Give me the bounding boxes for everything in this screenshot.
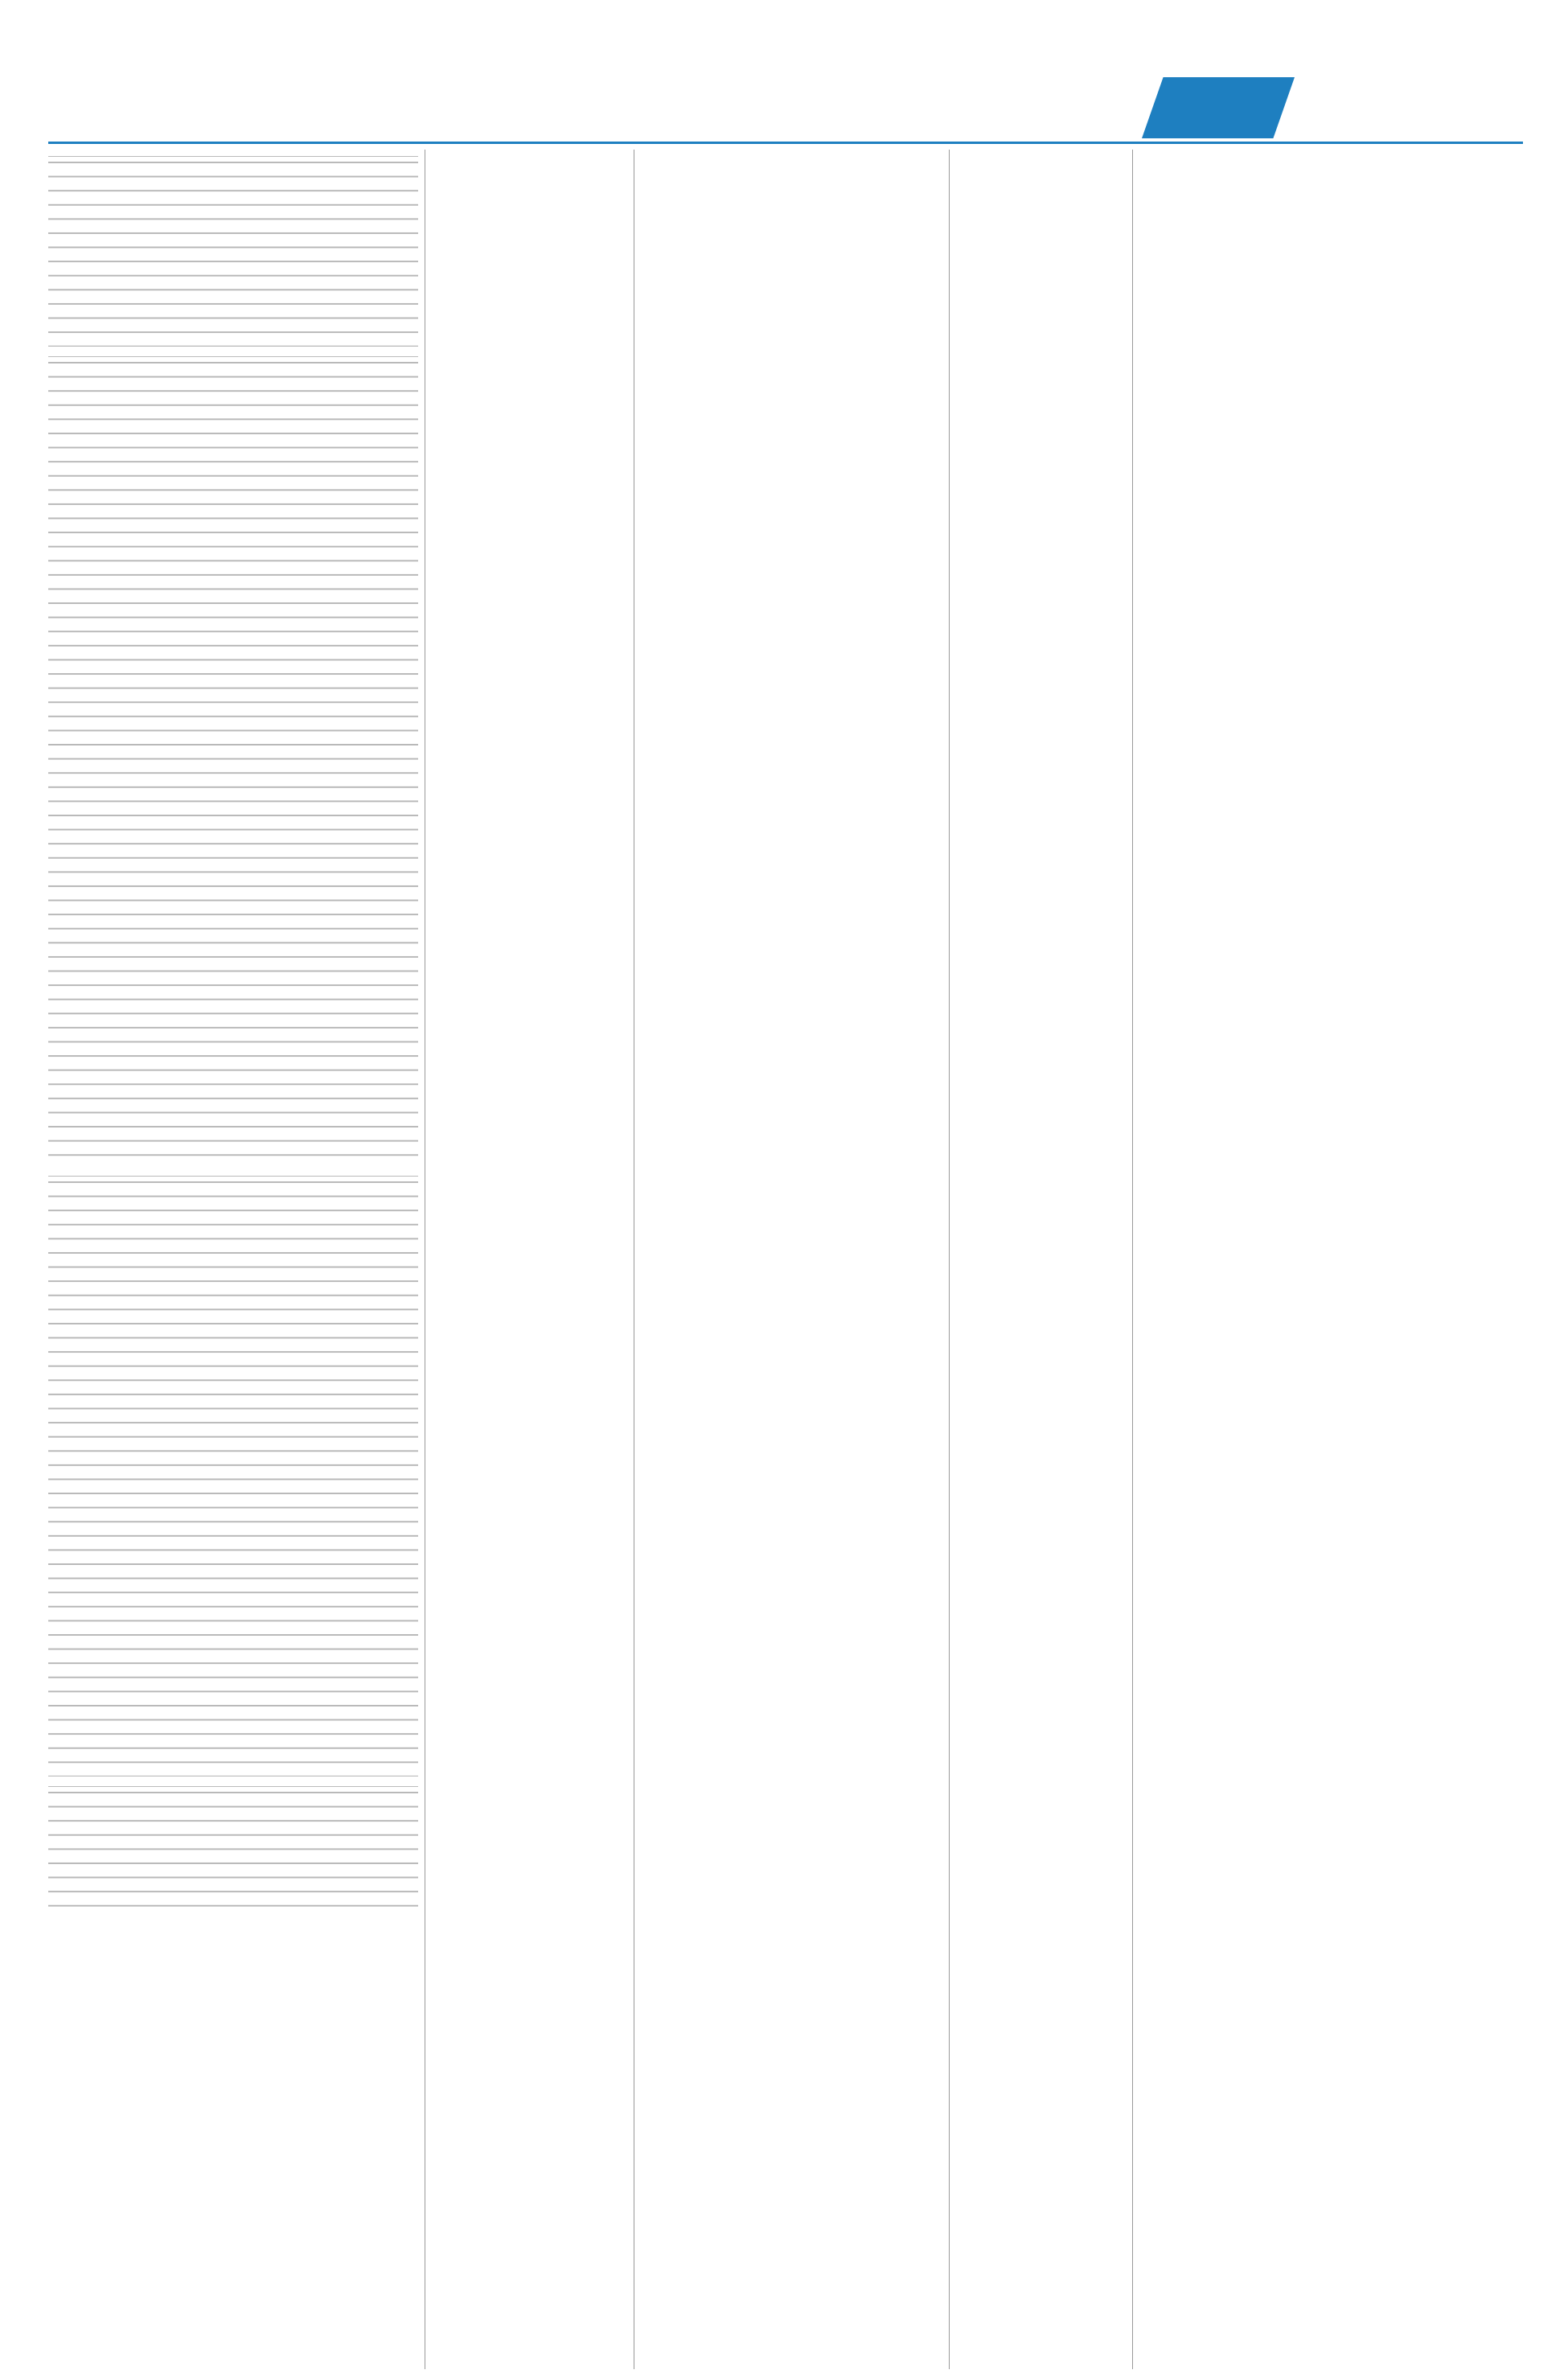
header-rule — [48, 142, 1523, 144]
article-headline — [48, 1783, 418, 1787]
page-number — [1142, 77, 1295, 138]
column-divider — [1132, 150, 1133, 2369]
text-block — [48, 362, 418, 1166]
article-vaccine — [48, 1173, 418, 1776]
article-usa — [48, 153, 418, 347]
text-block — [48, 1792, 418, 1912]
column-divider — [949, 150, 950, 2369]
article-headline — [48, 353, 418, 357]
text-block — [48, 162, 418, 347]
article-headline — [48, 153, 418, 157]
column-1 — [48, 150, 418, 1919]
article-death — [48, 353, 418, 1166]
text-block — [48, 1181, 418, 1776]
article-headline — [48, 1173, 418, 1177]
article-legality — [48, 1783, 418, 1912]
